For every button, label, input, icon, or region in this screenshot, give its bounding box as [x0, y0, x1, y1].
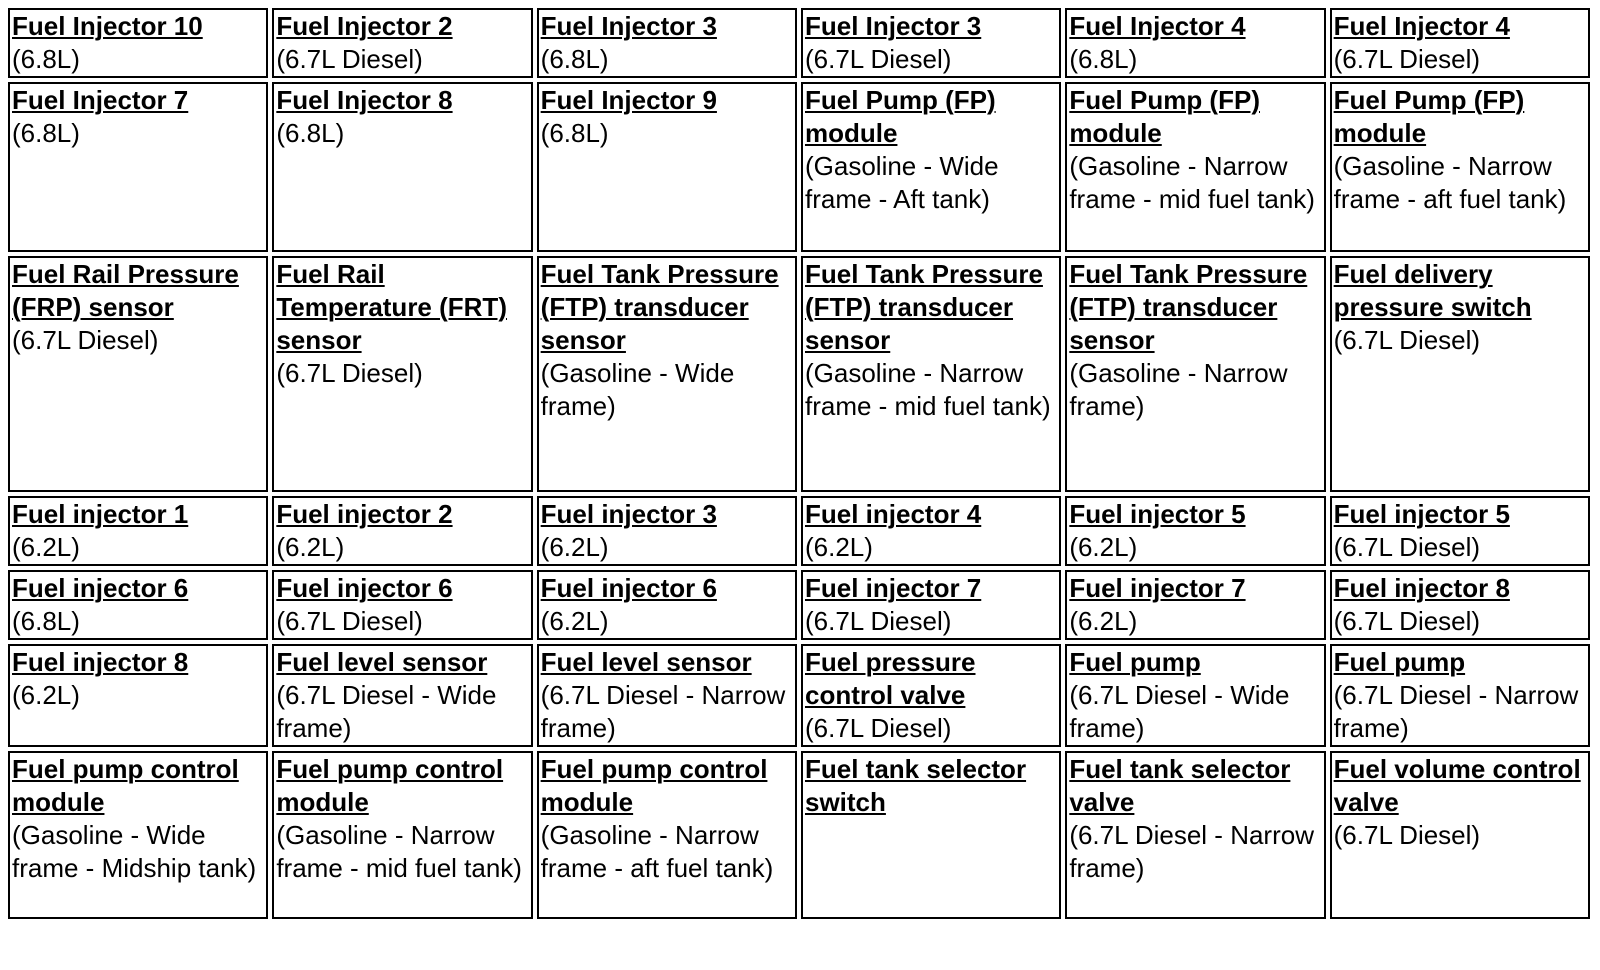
- component-description: (6.2L): [540, 606, 609, 636]
- component-description: (6.7L Diesel): [804, 606, 952, 636]
- component-description: (Gasoline - Wide frame): [540, 358, 735, 421]
- component-description: (6.8L): [540, 118, 609, 148]
- component-link[interactable]: Fuel Pump (FP) module: [1333, 85, 1525, 148]
- component-description: (Gasoline - Wide frame - Aft tank): [804, 151, 999, 214]
- component-link[interactable]: Fuel injector 2: [276, 499, 453, 529]
- component-description: (Gasoline - Narrow frame - mid fuel tank): [804, 358, 1051, 421]
- component-cell: [8, 751, 268, 919]
- component-link[interactable]: Fuel pump control module: [12, 754, 239, 817]
- component-cell: [537, 82, 797, 252]
- component-cell: [8, 570, 268, 640]
- component-cell: [801, 570, 1061, 640]
- component-description: (6.8L): [12, 118, 80, 148]
- component-link[interactable]: Fuel injector 8: [1333, 573, 1510, 603]
- component-table: [4, 4, 1594, 923]
- component-description: (6.8L): [540, 44, 609, 74]
- component-description: (Gasoline - Wide frame - Midship tank): [12, 820, 257, 883]
- component-link[interactable]: Fuel pump control module: [276, 754, 504, 817]
- component-link[interactable]: Fuel Injector 10: [12, 11, 203, 41]
- component-link[interactable]: Fuel injector 5: [1069, 499, 1246, 529]
- component-description: (6.2L): [12, 680, 80, 710]
- component-description: (Gasoline - Narrow frame - mid fuel tank): [276, 820, 522, 883]
- component-cell: [1065, 570, 1325, 640]
- component-description: (6.7L Diesel - Narrow frame): [1069, 820, 1314, 883]
- component-cell: [537, 256, 797, 492]
- component-description: (6.8L): [276, 118, 345, 148]
- component-link[interactable]: Fuel Rail Temperature (FRT) sensor: [276, 259, 507, 355]
- component-cell: [1330, 496, 1590, 566]
- component-description: (6.7L Diesel): [1333, 325, 1481, 355]
- component-link[interactable]: Fuel Tank Pressure (FTP) transducer sensor: [804, 259, 1043, 355]
- component-link[interactable]: Fuel injector 7: [1069, 573, 1246, 603]
- component-link[interactable]: Fuel injector 5: [1333, 499, 1510, 529]
- component-link[interactable]: Fuel injector 6: [540, 573, 717, 603]
- component-description: (6.7L Diesel): [1333, 820, 1481, 850]
- component-description: (6.7L Diesel): [276, 358, 423, 388]
- component-description: (6.8L): [1069, 44, 1138, 74]
- component-description: (6.7L Diesel - Narrow frame): [1333, 680, 1579, 743]
- component-cell: [8, 8, 268, 78]
- component-description: (6.7L Diesel): [804, 44, 952, 74]
- component-cell: [801, 644, 1061, 747]
- component-cell: [272, 644, 532, 747]
- component-link[interactable]: Fuel Injector 3: [804, 11, 982, 41]
- component-link[interactable]: Fuel injector 6: [12, 573, 189, 603]
- component-cell: [272, 496, 532, 566]
- component-cell: [8, 496, 268, 566]
- component-description: (6.7L Diesel): [1333, 532, 1481, 562]
- component-description: (6.7L Diesel): [804, 713, 952, 743]
- component-cell: [801, 496, 1061, 566]
- component-description: (6.7L Diesel): [276, 606, 423, 636]
- component-cell: [537, 8, 797, 78]
- component-cell: [801, 82, 1061, 252]
- component-link[interactable]: Fuel pressure control valve: [804, 647, 976, 710]
- component-table-body: [8, 8, 1590, 919]
- table-row: [8, 751, 1590, 919]
- component-description: (6.2L): [12, 532, 80, 562]
- component-cell: [537, 570, 797, 640]
- component-link[interactable]: Fuel pump: [1069, 647, 1201, 677]
- component-link[interactable]: Fuel injector 4: [804, 499, 982, 529]
- component-link[interactable]: Fuel Injector 4: [1069, 11, 1246, 41]
- component-link[interactable]: Fuel injector 7: [804, 573, 982, 603]
- component-description: (Gasoline - Narrow frame - mid fuel tank): [1069, 151, 1315, 214]
- component-cell: [8, 644, 268, 747]
- component-link[interactable]: Fuel Injector 2: [276, 11, 453, 41]
- component-link[interactable]: Fuel injector 6: [276, 573, 453, 603]
- component-link[interactable]: Fuel level sensor: [540, 647, 752, 677]
- component-cell: [1065, 751, 1325, 919]
- component-cell: [8, 82, 268, 252]
- component-cell: [1330, 256, 1590, 492]
- component-link[interactable]: Fuel Pump (FP) module: [804, 85, 996, 148]
- component-description: (6.7L Diesel - Narrow frame): [540, 680, 786, 743]
- component-description: (6.7L Diesel): [1333, 44, 1481, 74]
- component-link[interactable]: Fuel Injector 4: [1333, 11, 1510, 41]
- component-cell: [272, 751, 532, 919]
- table-row: [8, 82, 1590, 252]
- table-row: [8, 570, 1590, 640]
- component-link[interactable]: Fuel delivery pressure switch: [1333, 259, 1532, 322]
- component-cell: [1330, 570, 1590, 640]
- component-description: (6.7L Diesel - Wide frame): [1069, 680, 1290, 743]
- component-link[interactable]: Fuel Injector 3: [540, 11, 717, 41]
- component-cell: [801, 256, 1061, 492]
- component-cell: [1330, 8, 1590, 78]
- component-cell: [8, 256, 268, 492]
- component-cell: [537, 496, 797, 566]
- component-cell: [272, 8, 532, 78]
- component-cell: [1065, 256, 1325, 492]
- component-link[interactable]: Fuel Rail Pressure (FRP) sensor: [12, 259, 239, 322]
- component-cell: [801, 751, 1061, 919]
- component-cell: [1065, 82, 1325, 252]
- component-link[interactable]: Fuel pump control module: [540, 754, 768, 817]
- component-description: (Gasoline - Narrow frame - aft fuel tank): [540, 820, 774, 883]
- component-link[interactable]: Fuel injector 8: [12, 647, 189, 677]
- component-cell: [1065, 644, 1325, 747]
- component-description: (6.2L): [540, 532, 609, 562]
- component-description: (Gasoline - Narrow frame): [1069, 358, 1288, 421]
- component-cell: [1065, 8, 1325, 78]
- component-link[interactable]: Fuel level sensor: [276, 647, 488, 677]
- component-cell: [1330, 644, 1590, 747]
- component-cell: [801, 8, 1061, 78]
- table-row: [8, 644, 1590, 747]
- component-link[interactable]: Fuel Tank Pressure (FTP) transducer sensor: [540, 259, 779, 355]
- table-row: [8, 256, 1590, 492]
- component-link[interactable]: Fuel injector 1: [12, 499, 189, 529]
- table-row: [8, 8, 1590, 78]
- table-row: [8, 496, 1590, 566]
- component-cell: [1065, 496, 1325, 566]
- component-description: (6.2L): [1069, 532, 1138, 562]
- component-link[interactable]: Fuel Injector 9: [540, 85, 717, 115]
- component-cell: [537, 644, 797, 747]
- component-description: (Gasoline - Narrow frame - aft fuel tank): [1333, 151, 1567, 214]
- component-link[interactable]: Fuel tank selector switch: [804, 754, 1027, 817]
- component-description: (6.2L): [804, 532, 873, 562]
- component-description: (6.2L): [1069, 606, 1138, 636]
- component-link[interactable]: Fuel injector 3: [540, 499, 717, 529]
- component-description: (6.7L Diesel - Wide frame): [276, 680, 497, 743]
- component-cell: [272, 570, 532, 640]
- component-link[interactable]: Fuel pump: [1333, 647, 1466, 677]
- component-description: (6.8L): [12, 606, 80, 636]
- component-link[interactable]: Fuel volume control valve: [1333, 754, 1581, 817]
- component-description: (6.2L): [276, 532, 345, 562]
- component-cell: [1330, 82, 1590, 252]
- component-cell: [272, 82, 532, 252]
- component-link[interactable]: Fuel Pump (FP) module: [1069, 85, 1260, 148]
- component-description: (6.7L Diesel): [12, 325, 159, 355]
- component-link[interactable]: Fuel Injector 8: [276, 85, 453, 115]
- component-description: (6.8L): [12, 44, 80, 74]
- component-cell: [1330, 751, 1590, 919]
- component-cell: [537, 751, 797, 919]
- component-description: (6.7L Diesel): [1333, 606, 1481, 636]
- component-link[interactable]: Fuel tank selector valve: [1069, 754, 1291, 817]
- component-link[interactable]: Fuel Tank Pressure (FTP) transducer sensor: [1069, 259, 1308, 355]
- component-cell: [272, 256, 532, 492]
- component-description: (6.7L Diesel): [276, 44, 423, 74]
- component-link[interactable]: Fuel Injector 7: [12, 85, 189, 115]
